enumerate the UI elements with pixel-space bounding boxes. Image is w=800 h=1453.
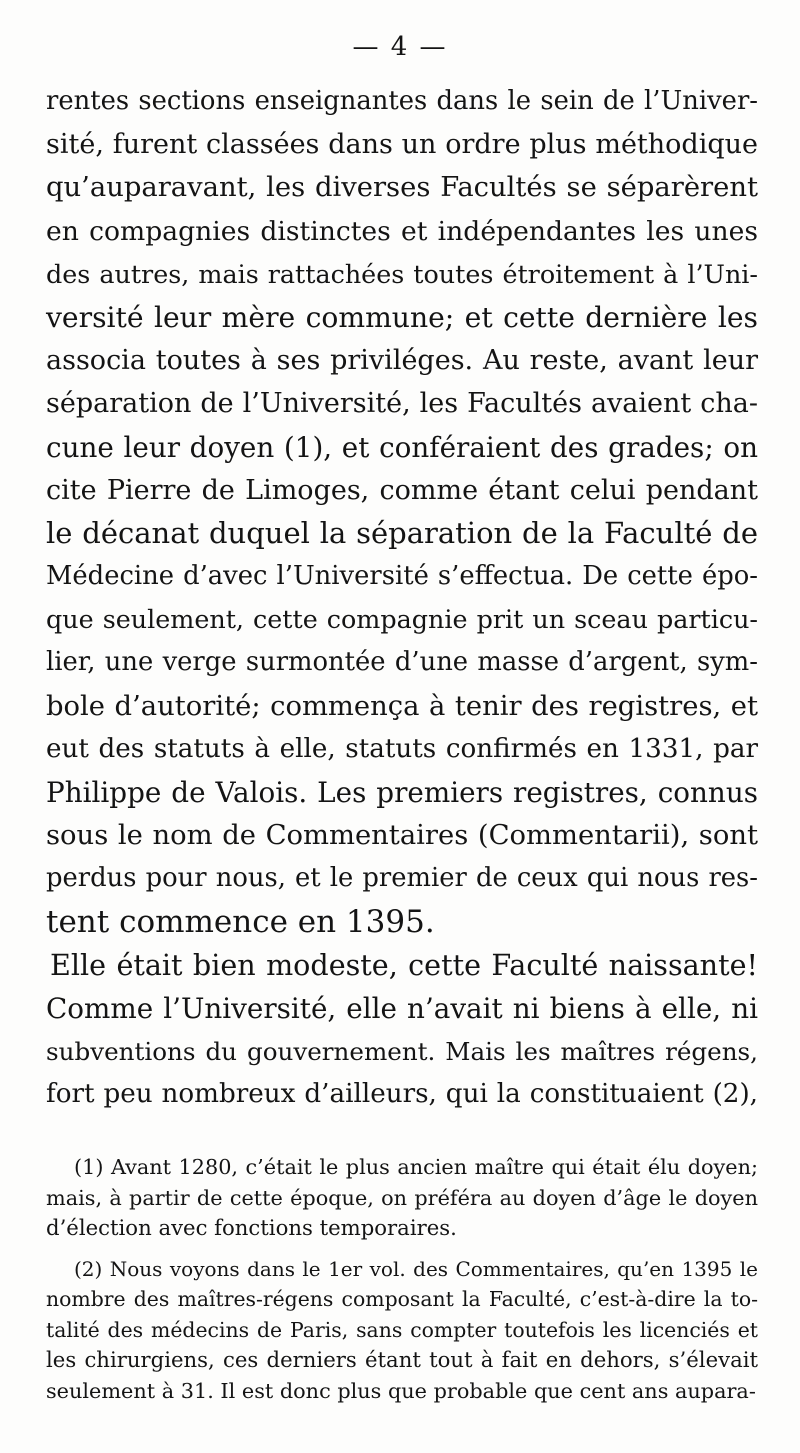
footnotes: [46, 1152, 758, 1406]
text-line: Philippe de Valois. Les premiers registres, connus: [46, 776, 758, 809]
footnote-line: talité des médecins de Paris, sans compter toutefois les licenciés et: [46, 1317, 758, 1342]
text-line: rentes sections enseignantes dans le sein de l’Univer-: [46, 86, 758, 116]
text-line: eut des statuts à elle, statuts confirmés en 1331, par: [46, 733, 758, 764]
text-line: que seulement, cette compagnie prit un sceau particu-: [46, 604, 758, 635]
footnote-gap: [46, 1244, 758, 1254]
footnote-line: (1) Avant 1280, c’était le plus ancien maître qui était élu doyen;: [74, 1155, 758, 1179]
text-line: tent commence en 1395.: [46, 903, 435, 940]
text-line: cune leur doyen (1), et conféraient des grades; on: [46, 430, 758, 464]
text-line: Elle était bien modeste, cette Faculté naissante!: [50, 947, 758, 982]
text-line: en compagnies distinctes et indépendantes les unes: [46, 215, 758, 247]
text-line: fort peu nombreux d’ailleurs, qui la constituaient (2),: [46, 1079, 758, 1110]
text-line: lier, une verge surmontée d’une masse d’argent, sym-: [46, 647, 758, 678]
footnote-2: [46, 1254, 758, 1407]
text-line: versité leur mère commune; et cette dernière les: [46, 300, 758, 334]
paragraph-1: [46, 80, 758, 944]
text-line: sous le nom de Commentaires (Commentarii), sont: [46, 820, 758, 852]
text-line: qu’auparavant, les diverses Facultés se séparèrent: [46, 172, 758, 204]
footnote-line: les chirurgiens, ces derniers étant tout à fait en dehors, s’élevait: [46, 1347, 758, 1372]
text-line: perdus pour nous, et le premier de ceux qui nous res-: [46, 863, 758, 894]
text-line: le décanat duquel la séparation de la Faculté de: [46, 515, 758, 550]
text-line: séparation de l’Université, les Facultés avaient cha-: [46, 388, 758, 420]
main-text: [46, 80, 758, 1117]
text-line: Médecine d’avec l’Université s’effectua. De cette épo-: [46, 561, 758, 592]
footnote-line: d’élection avec fonctions temporaires.: [46, 1215, 457, 1240]
footnote-line: nombre des maîtres-régens composant la Faculté, c’est-à-dire la to-: [46, 1287, 758, 1311]
text-line: des autres, mais rattachées toutes étroitement à l’Uni-: [46, 258, 758, 289]
footnote-line: mais, à partir de cette époque, on préféra au doyen d’âge le doyen: [46, 1185, 758, 1210]
page-number: — 4 —: [352, 32, 448, 62]
text-line: sité, furent classées dans un ordre plus méthodique: [46, 129, 758, 161]
footnote-1: [46, 1152, 758, 1244]
text-line: cite Pierre de Limoges, comme étant celui pendant: [46, 474, 758, 506]
text-line: subventions du gouvernement. Mais les maîtres régens,: [46, 1037, 758, 1067]
text-line: bole d’autorité; commença à tenir des registres, et: [46, 690, 758, 722]
footnote-line: seulement à 31. Il est donc plus que probable que cent ans aupara-: [46, 1378, 756, 1403]
text-line: associa toutes à ses priviléges. Au reste, avant leur: [46, 345, 758, 377]
text-line: Comme l’Université, elle n’avait ni biens à elle, ni: [46, 991, 758, 1025]
footnote-line: (2) Nous voyons dans le 1er vol. des Commentaires, qu’en 1395 le: [74, 1256, 758, 1281]
paragraph-2: [46, 944, 758, 1117]
